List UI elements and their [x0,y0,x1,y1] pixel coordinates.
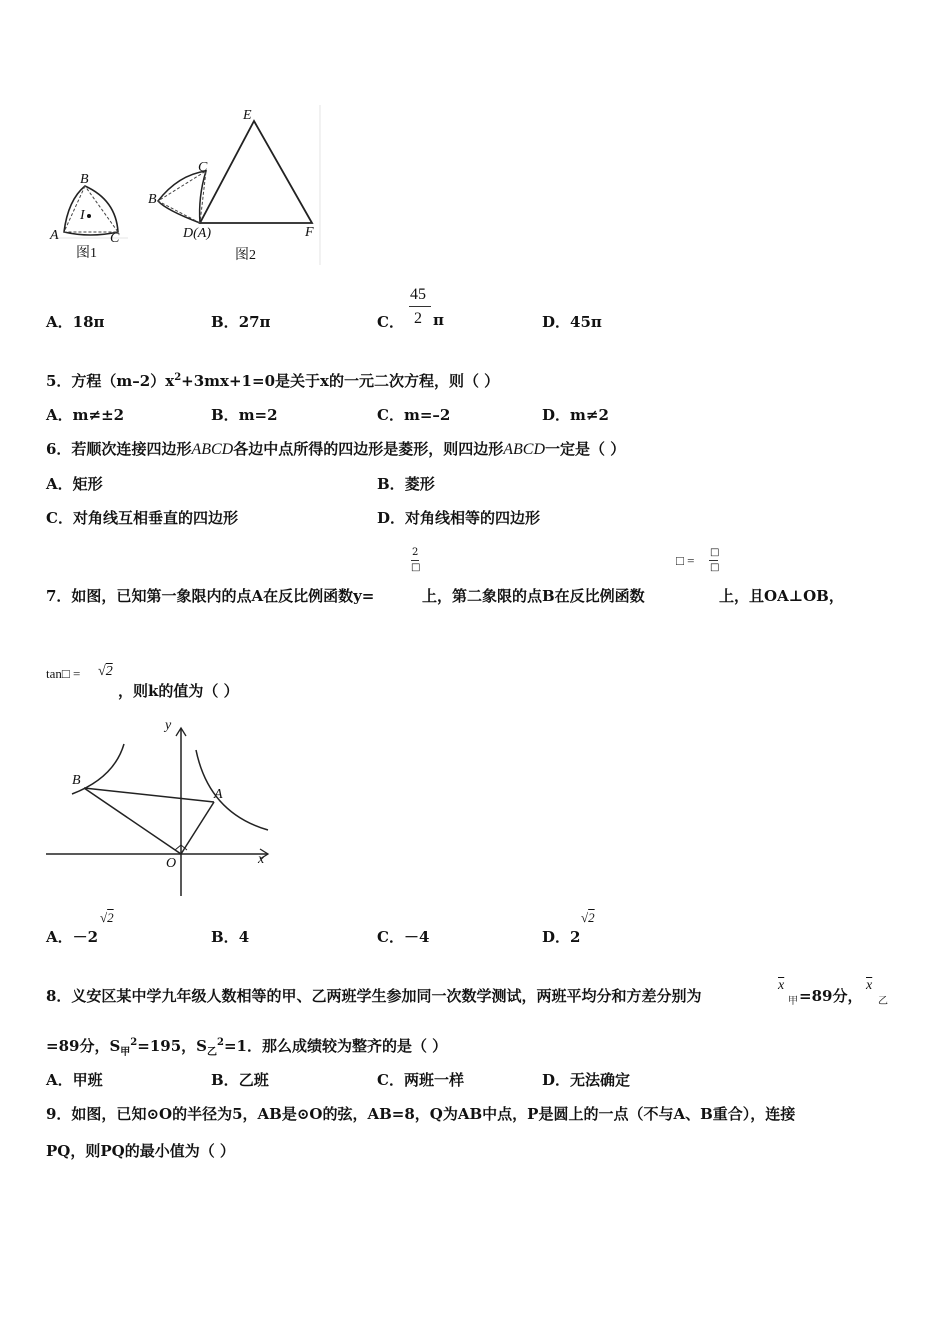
fig2-label-e: E [243,108,252,123]
q7-option-d: D．2 [542,928,581,946]
q6-option-b: B．菱形 [377,475,435,493]
q8-val-1: =89分， [799,987,863,1005]
q4-option-c-denominator: 2 [414,310,422,327]
q7-segment-ob [84,788,181,854]
q7-stem-a: 7．如图，已知第一象限内的点A在反比例函数y= [46,587,375,605]
q7-label-y: y [165,718,172,733]
q6-stem: 6．若顺次连接四边形ABCD各边中点所得的四边形是菱形，则四边形ABCD一定是（ ） [46,440,626,458]
fig1-curved-triangle [64,186,118,235]
figure-2-svg [140,105,320,265]
q8-option-c: C．两班一样 [377,1071,464,1089]
fig1-center-dot [87,214,91,218]
q4-option-c-numerator: 45 [410,286,426,303]
fig2-label-c: C [198,160,208,175]
q7-graph-svg [44,718,274,903]
fig1-label-i: I [80,208,85,223]
q4-option-c-fraction-bar [409,306,431,307]
q8-option-d: D．无法确定 [542,1071,631,1089]
fig1-label-b: B [80,172,89,187]
q6-abcd-1: ABCD [191,441,234,458]
q4-option-a: A．18π [46,313,105,331]
q8-sub-2: 乙 [878,996,888,1007]
q7-stem-b: 上，第二象限的点B在反比例函数 [422,587,645,605]
q8-option-b: B．乙班 [211,1071,269,1089]
q4-option-b: B．27π [211,313,271,331]
q5-option-c: C．m=–2 [377,406,451,424]
fig2-large-triangle [200,121,312,223]
q7-option-c: C．－4 [377,928,430,946]
q7-hyperbola-first-quadrant [196,750,268,830]
q6-option-a: A．矩形 [46,475,103,493]
q7-frac2-lhs: □ = [676,553,695,568]
q7-frac1-den: □ [411,562,421,573]
q7-stem-c: 上，且OA⊥OB， [719,587,844,605]
q8-sub-1: 甲 [788,996,798,1007]
q7-frac2-bar [709,560,718,561]
fig2-caption: 图2 [235,248,256,263]
q7-tan-text: tan□ = [46,666,81,681]
q5-option-b: B．m=2 [211,406,278,424]
q7-tan-rest: ，则k的值为（ ） [118,682,239,700]
q7-label-o: O [166,856,177,871]
q7-frac1-bar [411,560,419,561]
q7-tan-sqrt: √2 [98,664,113,679]
q7-label-a: A [214,787,223,802]
q7-frac2-den: □ [710,562,720,573]
q7-option-d-sqrt: √2 [581,910,595,925]
q7-option-a: A．－2 [46,928,99,946]
q4-option-d: D．45π [542,313,602,331]
q5-stem: 5．方程$(m-2)x^2+3mx+1=0$是关于x的一元二次方程，则（ ） [46,372,500,390]
q7-frac1-num: 2 [412,547,419,558]
q7-label-x: x [258,852,265,867]
fig2-label-d: D(A) [183,226,211,241]
fig1-caption: 图1 [76,246,97,261]
q7-option-b: B．4 [211,928,250,946]
q8-option-a: A．甲班 [46,1071,103,1089]
q5-option-d: D．m≠2 [542,406,609,424]
fig2-label-b: B [148,192,157,207]
q7-option-a-sqrt: √2 [100,910,114,925]
q7-segment-oa [181,802,214,854]
fig2-label-f: F [305,225,314,240]
q8-xbar-2: $\overline{x}$ [866,978,873,993]
fig1-label-a: A [50,228,59,243]
fig1-dashed-triangle [64,186,118,232]
q9-line-1: 9．如图，已知⊙O的半径为5，AB是⊙O的弦，AB=8，Q为AB中点，P是圆上的一点（不与A、B重合），连接 [46,1105,796,1123]
q6-option-c: C．对角线互相垂直的四边形 [46,509,238,527]
q8-xbar-1: $\overline{x}$ [778,978,785,993]
q8-stem-a: 8．义安区某中学九年级人数相等的甲、乙两班学生参加同一次数学测试，两班平均分和方差分别为 [46,987,702,1005]
q9-line-2: PQ，则PQ的最小值为（ ） [46,1142,235,1160]
q8-line-2: =89分，$S_甲^2=195$，$S_乙^2=1$．那么成绩较为整齐的是（ ） [46,1037,448,1058]
q4-option-c-key: C． [377,313,404,331]
q7-label-b: B [72,773,81,788]
q4-option-c-suffix: π [433,311,444,329]
fig1-label-c: C [110,231,120,246]
q6-abcd-2: ABCD [503,441,546,458]
q7-frac2-num: □ [710,547,720,558]
q6-option-d: D．对角线相等的四边形 [377,509,541,527]
q5-option-a: A．m≠±2 [46,406,125,424]
q7-segment-ba [84,788,214,802]
